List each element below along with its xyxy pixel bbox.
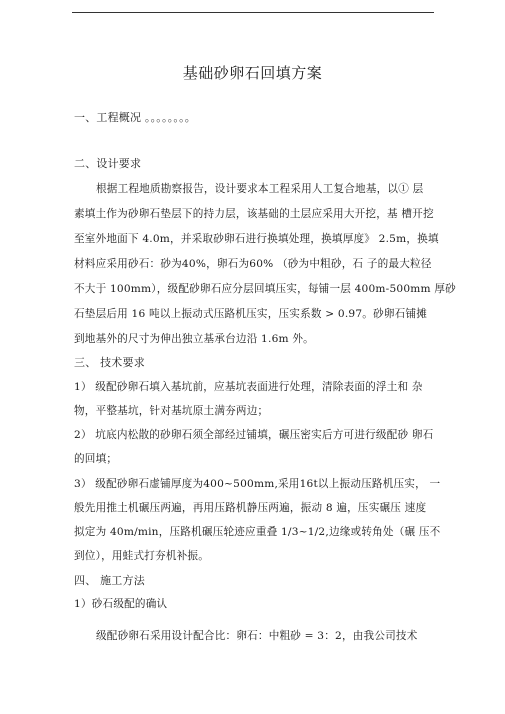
list-item-line: 1） 级配砂卵石填入基坑前，应基坑表面进行处理，清除表面的浮土和 杂 <box>74 381 423 393</box>
list-item-line: 2） 坑底内松散的砂卵石须全部经过铺填，碾压密实后方可进行级配砂 卵石 <box>74 429 434 441</box>
section-heading-technical: 三、 技术要求 <box>74 356 145 369</box>
paragraph-line: 根据工程地质勘察报告，设计要求本工程采用人工复合地基，以① 层 <box>96 183 424 195</box>
paragraph-line: 级配砂卵石采用设计配合比：卵石：中粗砂 = 3：2，由我公司技术 <box>96 630 418 642</box>
paragraph-line: 材料应采用砂石：砂为40%，卵石为60% （砂为中粗砂，石 子的最大粒径 <box>74 258 432 270</box>
list-item-line: 物，平整基坑，针对基坑原土满夯两边； <box>74 405 269 417</box>
list-item-line: 般先用推土机碾压两遍，再用压路机静压两遍，振动 8 遍，压实碾压 速度 <box>74 502 427 514</box>
paragraph-line: 不大于 100mm），级配砂卵石应分层回填压实，每铺一层 400m-500mm 厚砂 <box>74 283 456 295</box>
header-rule <box>72 12 434 13</box>
list-item-line: 到位），用蛙式打夯机补振。 <box>74 550 210 562</box>
section-heading-construction: 四、 施工方法 <box>74 574 145 587</box>
list-item-line: 的回填； <box>74 453 118 465</box>
paragraph-line: 素填土作为砂卵石垫层下的持力层，该基础的土层应采用大开挖，基 槽开挖 <box>74 208 434 220</box>
document-title: 基础砂卵石回填方案 <box>182 64 323 82</box>
section-heading-overview: 一、工程概况 。。。。。。。。 <box>74 111 196 124</box>
section-heading-design: 二、设计要求 <box>74 157 142 170</box>
subheading-gradation: 1）砂石级配的确认 <box>74 598 168 610</box>
list-item-line: 3） 级配砂卵石虚铺厚度为400~500mm,采用16t以上振动压路机压实， 一 <box>74 478 441 490</box>
list-item-line: 拟定为 40m/min，压路机碾压轮迹应重叠 1/3~1/2,边缘或转角处（碾 压不 <box>74 526 441 538</box>
paragraph-line: 到地基外的尺寸为伸出独立基承台边沿 1.6m 外。 <box>74 333 314 345</box>
paragraph-line: 石垫层后用 16 吨以上振动式压路机压实，压实系数 > 0.97。砂卵石铺摊 <box>74 308 428 320</box>
paragraph-line: 至室外地面下 4.0m，并采取砂卵石进行换填处理，换填厚度》 2.5m，换填 <box>74 233 439 245</box>
